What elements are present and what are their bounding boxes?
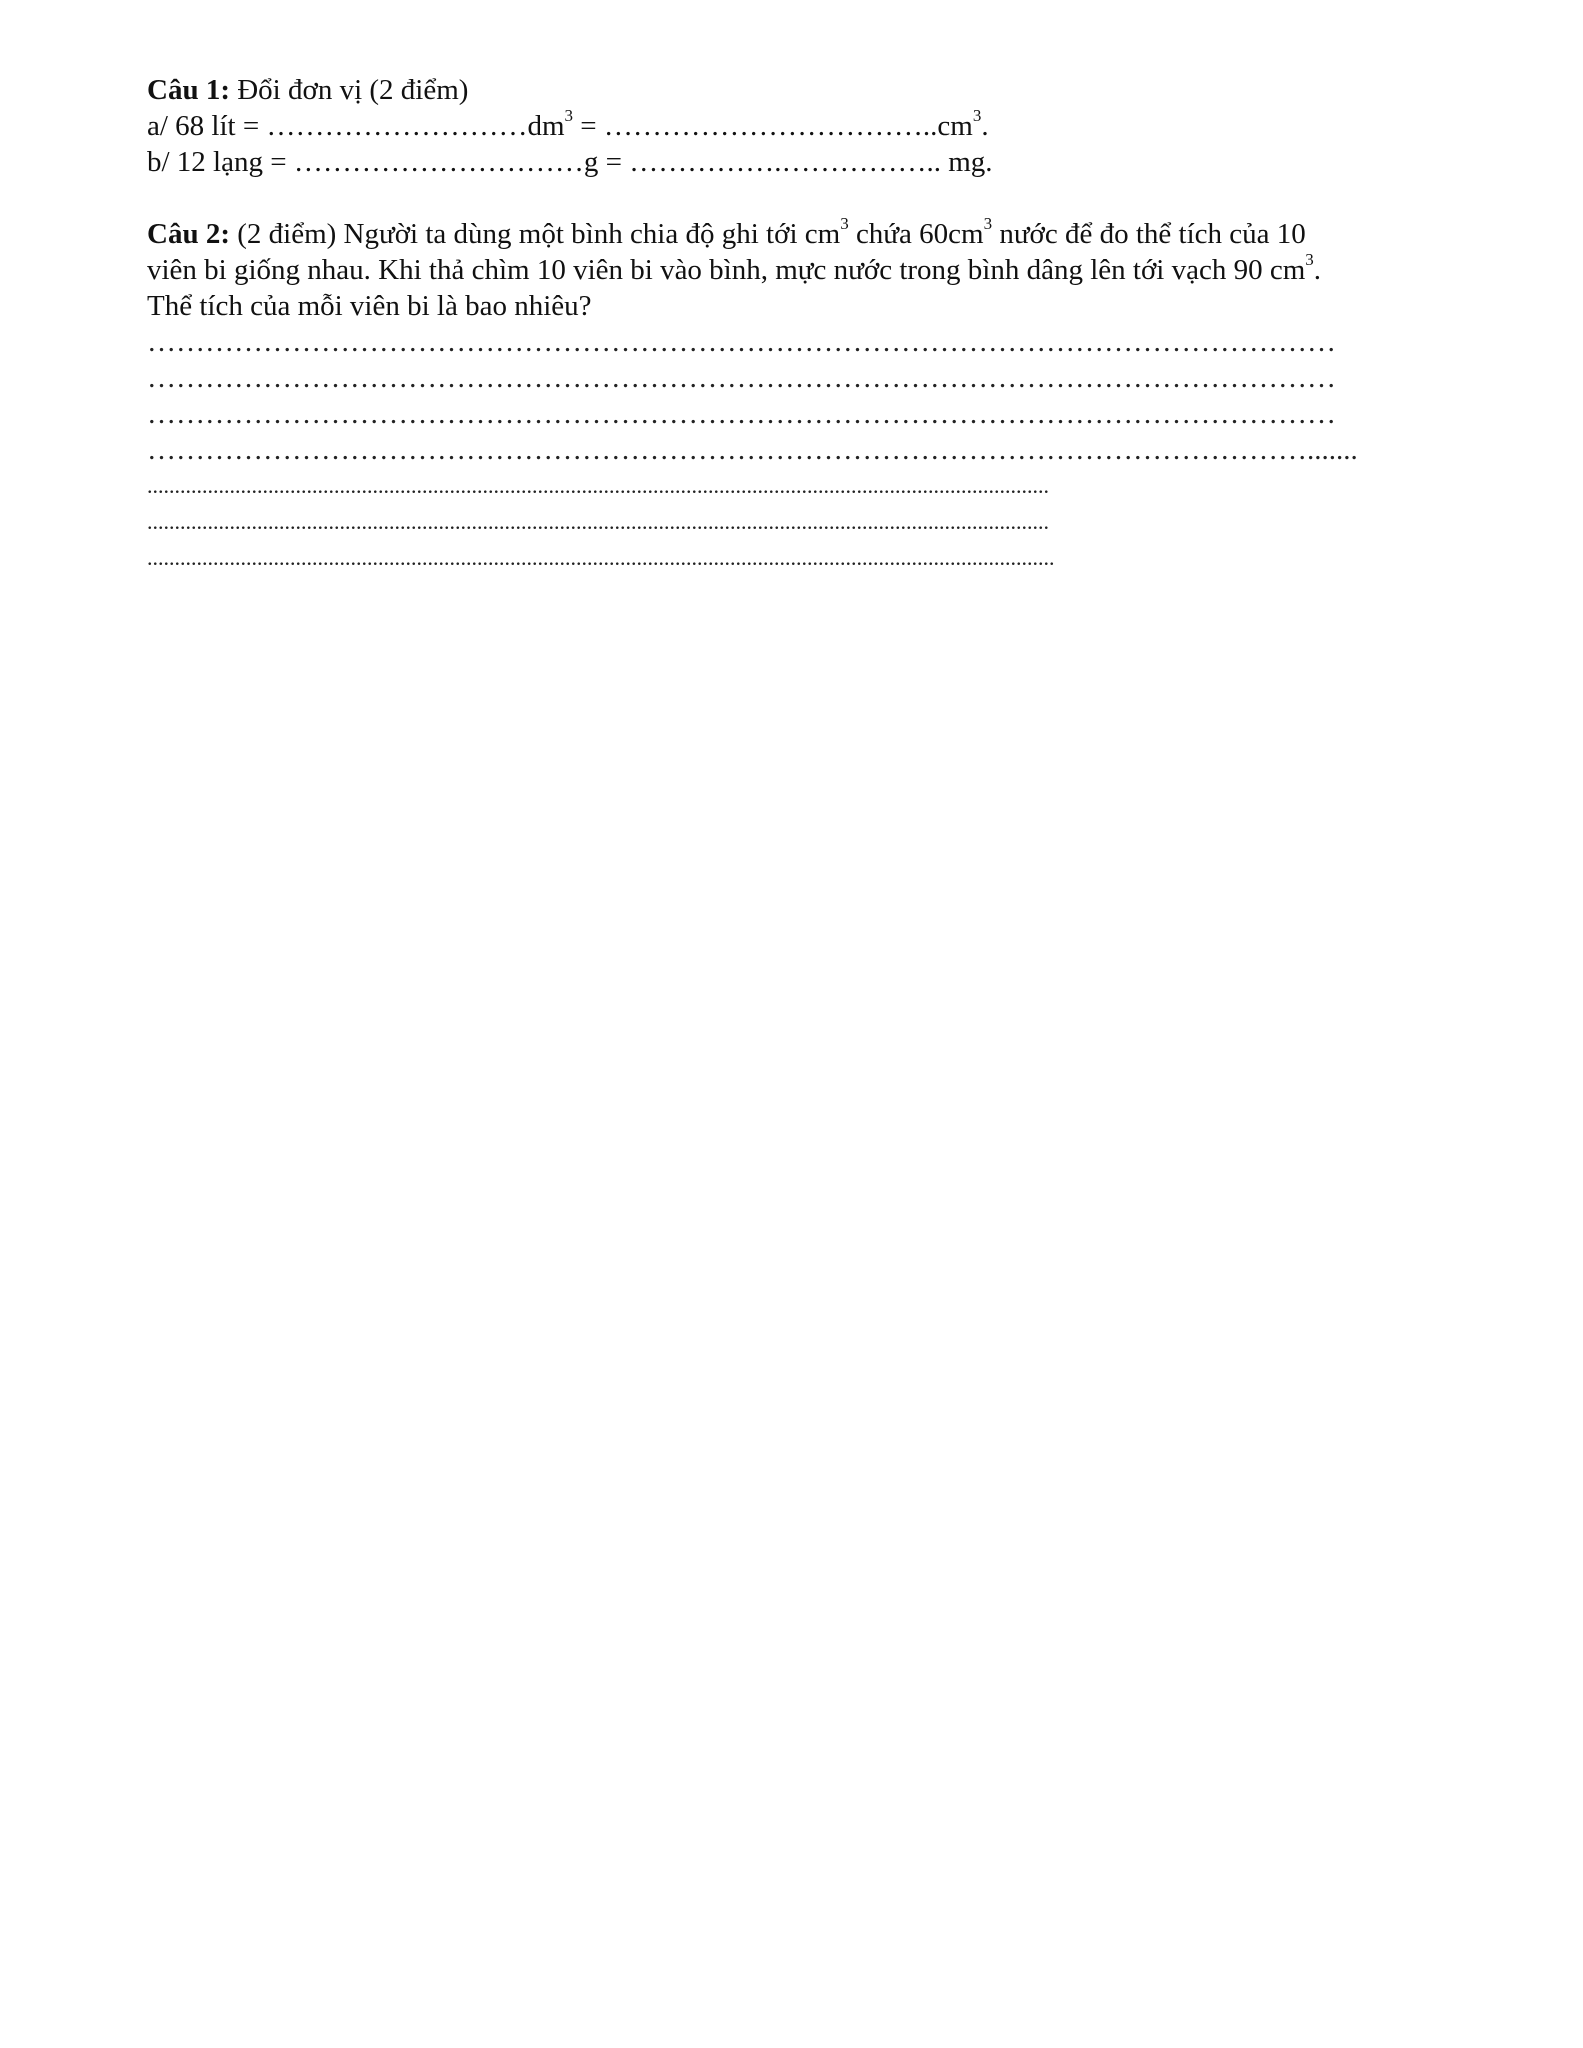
q1-a-end: . [981, 110, 989, 142]
q1-b-unit-1: g [583, 146, 599, 178]
document-content [147, 72, 1437, 576]
q2-text-1b: chứa 60cm [848, 218, 984, 250]
q1-b-blank-2[interactable]: …………….…………….. [629, 146, 949, 178]
q1-heading [147, 72, 1437, 108]
q1-b-prefix: b/ 12 lạng = [147, 146, 294, 178]
q2-text-2a: viên bi giống nhau. Khi thả chìm 10 viên bi vào bình, mực nước trong bình dâng lên tới vạch 90 cm [147, 254, 1306, 286]
answer-line-1[interactable]: …………………………………………………………………………………………………………… [147, 326, 1336, 358]
answer-line-7[interactable]: ..................................................................................................................................................................... [147, 545, 1055, 570]
q1-a-blank-1[interactable]: ……………………… [266, 110, 528, 142]
q1-a-sup-2: 3 [972, 106, 982, 126]
q1-a-sup-1: 3 [564, 106, 574, 126]
q1-b-blank-1[interactable]: ………………………… [293, 146, 584, 178]
q2-line-1 [147, 216, 1437, 252]
q2-text-1c: nước để đo thể tích của 10 [992, 218, 1306, 250]
q2-sup-1: 3 [840, 214, 849, 234]
answer-line-2[interactable]: …………………………………………………………………………………………………………… [147, 362, 1336, 394]
q2-line-2 [147, 252, 1437, 288]
q1-item-b [147, 144, 1437, 180]
section-gap [147, 180, 1437, 216]
q2-label: Câu 2: [147, 218, 230, 250]
answer-line-4[interactable]: …………………………………………………………………………………………………………....... [147, 434, 1358, 466]
q1-a-equals: = [573, 110, 604, 142]
q2-line-3: Thể tích của mỗi viên bi là bao nhiêu? [147, 290, 592, 322]
answer-line-3[interactable]: …………………………………………………………………………………………………………… [147, 398, 1336, 430]
q1-a-prefix: a/ 68 lít = [147, 110, 267, 142]
q1-a-unit-1: dm [527, 110, 565, 142]
q1-b-equals: = [598, 146, 630, 178]
q1-label: Câu 1: [147, 74, 230, 106]
q1-title: Đổi đơn vị (2 điểm) [229, 74, 469, 106]
q1-item-a [147, 108, 1437, 144]
q2-sup-3: 3 [1305, 250, 1314, 270]
q1-b-unit-2: mg. [948, 146, 993, 178]
q2-sup-2: 3 [983, 214, 993, 234]
q2-text-1a: (2 điểm) Người ta dùng một bình chia độ ghi tới cm [229, 218, 841, 250]
q1-a-blank-2[interactable]: …………………………….. [603, 110, 938, 142]
q2-text-2b: . [1313, 254, 1322, 286]
answer-line-6[interactable]: .................................................................................................................................................................... [147, 509, 1049, 534]
q1-a-unit-2: cm [937, 110, 973, 142]
answer-line-5[interactable]: .................................................................................................................................................................... [147, 473, 1049, 498]
